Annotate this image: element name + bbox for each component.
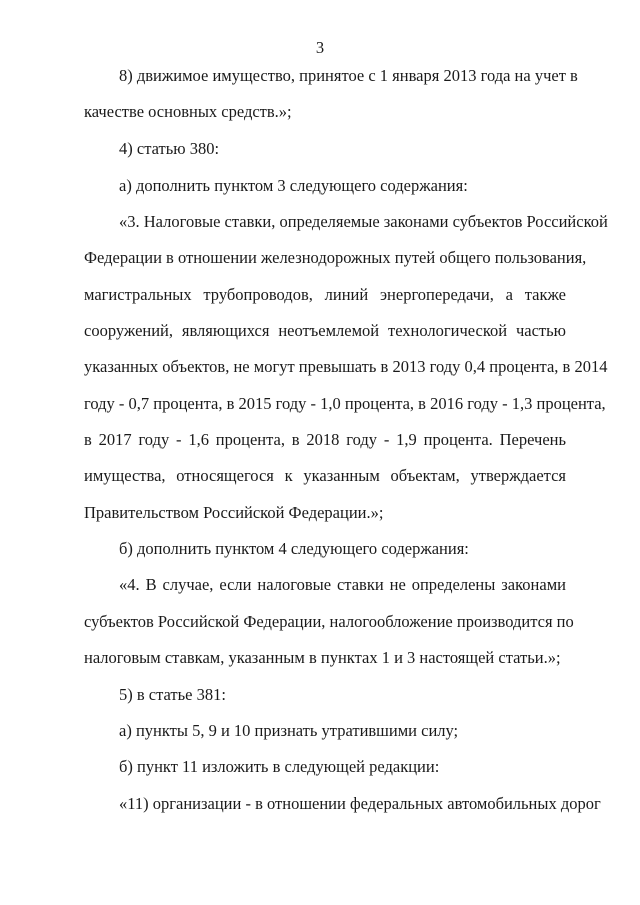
text-line: Федерации в отношении железнодорожных путей общего пользования,	[84, 248, 587, 267]
text-line: а) пункты 5, 9 и 10 признать утратившими силу;	[119, 721, 459, 740]
text-line: 4) статью 380:	[119, 139, 220, 158]
text-line: в 2017 году - 1,6 процента, в 2018 году - 1,9 процента. Перечень	[84, 430, 566, 449]
page-number: 3	[315, 38, 325, 57]
text-line: а) дополнить пунктом 3 следующего содержания:	[119, 176, 468, 195]
text-line: б) дополнить пунктом 4 следующего содержания:	[119, 539, 469, 558]
text-line: качестве основных средств.»;	[84, 102, 292, 121]
text-line: магистральных трубопроводов, линий энергопередачи, а также	[84, 285, 566, 304]
text-line: субъектов Российской Федерации, налогообложение производится по	[84, 612, 574, 631]
text-line: 8) движимое имущество, принятое с 1 января 2013 года на учет в	[119, 66, 578, 85]
text-line: 5) в статье 381:	[119, 685, 226, 704]
text-line: году - 0,7 процента, в 2015 году - 1,0 процента, в 2016 году - 1,3 процента,	[84, 394, 606, 413]
text-line: б) пункт 11 изложить в следующей редакции:	[119, 757, 440, 776]
text-line: сооружений, являющихся неотъемлемой технологической частью	[84, 321, 566, 340]
text-line: Правительством Российской Федерации.»;	[84, 503, 384, 522]
text-line: имущества, относящегося к указанным объектам, утверждается	[84, 466, 566, 485]
text-line: «3. Налоговые ставки, определяемые законами субъектов Российской	[119, 212, 608, 231]
text-line: «11) организации - в отношении федеральных автомобильных дорог	[119, 794, 601, 813]
text-line: «4. В случае, если налоговые ставки не определены законами	[119, 575, 566, 594]
text-line: указанных объектов, не могут превышать в 2013 году 0,4 процента, в 2014	[84, 357, 608, 376]
text-line: налоговым ставкам, указанным в пунктах 1 и 3 настоящей статьи.»;	[84, 648, 561, 667]
